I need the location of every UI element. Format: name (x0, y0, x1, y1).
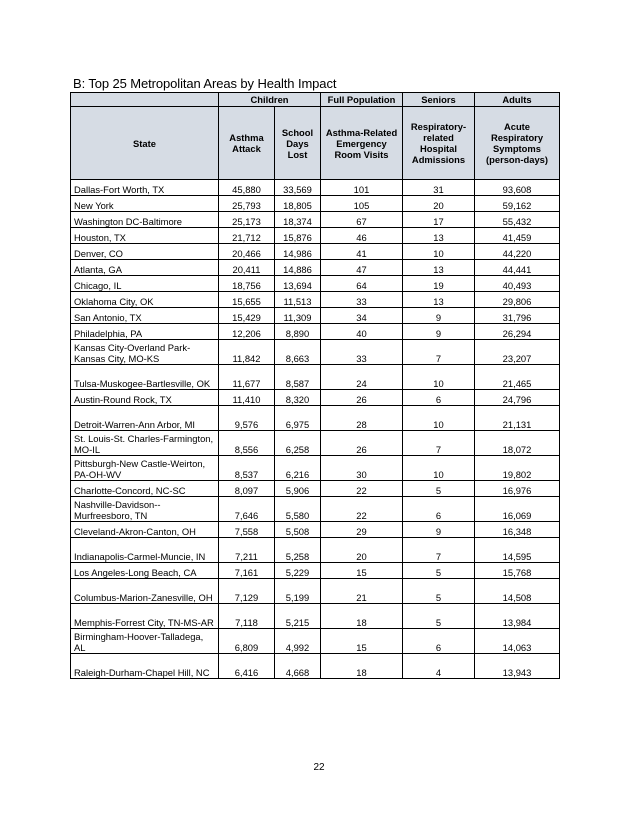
table-row (71, 212, 560, 228)
cell-asthma-attack: 11,842 (219, 340, 275, 365)
cell-school-days-lost: 18,374 (275, 212, 321, 228)
cell-asthma-attack: 15,655 (219, 292, 275, 308)
cell-hospital-admissions: 5 (403, 481, 475, 497)
cell-area: Denver, CO (71, 244, 219, 260)
cell-er-visits: 26 (321, 390, 403, 406)
cell-asthma-attack: 7,211 (219, 538, 275, 563)
cell-asthma-attack: 8,556 (219, 431, 275, 456)
cell-er-visits: 18 (321, 604, 403, 629)
cell-asthma-attack: 11,677 (219, 365, 275, 390)
cell-area: Dallas-Fort Worth, TX (71, 180, 219, 196)
cell-er-visits: 22 (321, 497, 403, 522)
cell-hospital-admissions: 5 (403, 604, 475, 629)
cell-hospital-admissions: 5 (403, 579, 475, 604)
cell-acute-symptoms: 26,294 (475, 324, 560, 340)
cell-er-visits: 34 (321, 308, 403, 324)
cell-acute-symptoms: 41,459 (475, 228, 560, 244)
cell-school-days-lost: 6,975 (275, 406, 321, 431)
cell-area: Memphis-Forrest City, TN-MS-AR (71, 604, 219, 629)
cell-hospital-admissions: 5 (403, 563, 475, 579)
cell-acute-symptoms: 14,508 (475, 579, 560, 604)
cell-school-days-lost: 5,906 (275, 481, 321, 497)
group-header-full-population: Full Population (321, 93, 403, 107)
cell-acute-symptoms: 23,207 (475, 340, 560, 365)
cell-er-visits: 33 (321, 292, 403, 308)
cell-hospital-admissions: 6 (403, 497, 475, 522)
cell-hospital-admissions: 9 (403, 324, 475, 340)
group-header-row (71, 93, 560, 107)
cell-acute-symptoms: 16,976 (475, 481, 560, 497)
cell-hospital-admissions: 7 (403, 340, 475, 365)
cell-asthma-attack: 7,558 (219, 522, 275, 538)
cell-acute-symptoms: 21,465 (475, 365, 560, 390)
table-row (71, 365, 560, 390)
cell-school-days-lost: 14,886 (275, 260, 321, 276)
table-row (71, 481, 560, 497)
page-number: 22 (313, 762, 325, 773)
cell-hospital-admissions: 9 (403, 308, 475, 324)
table-row (71, 654, 560, 679)
cell-area: Chicago, IL (71, 276, 219, 292)
cell-area: New York (71, 196, 219, 212)
cell-hospital-admissions: 9 (403, 522, 475, 538)
cell-asthma-attack: 25,793 (219, 196, 275, 212)
cell-area: Oklahoma City, OK (71, 292, 219, 308)
cell-er-visits: 22 (321, 481, 403, 497)
cell-acute-symptoms: 93,608 (475, 180, 560, 196)
table-row (71, 579, 560, 604)
cell-acute-symptoms: 14,063 (475, 629, 560, 654)
group-header-blank (71, 93, 219, 107)
cell-acute-symptoms: 59,162 (475, 196, 560, 212)
cell-er-visits: 47 (321, 260, 403, 276)
cell-asthma-attack: 20,466 (219, 244, 275, 260)
cell-area: Tulsa-Muskogee-Bartlesville, OK (71, 365, 219, 390)
cell-hospital-admissions: 17 (403, 212, 475, 228)
column-header-acute-symptoms: Acute Respiratory Symptoms (person-days) (475, 107, 560, 180)
cell-asthma-attack: 21,712 (219, 228, 275, 244)
cell-er-visits: 26 (321, 431, 403, 456)
cell-acute-symptoms: 40,493 (475, 276, 560, 292)
cell-school-days-lost: 8,890 (275, 324, 321, 340)
table-row (71, 228, 560, 244)
cell-area: Birmingham-Hoover-Talladega, AL (71, 629, 219, 654)
cell-er-visits: 24 (321, 365, 403, 390)
cell-asthma-attack: 6,809 (219, 629, 275, 654)
cell-school-days-lost: 6,216 (275, 456, 321, 481)
cell-hospital-admissions: 13 (403, 228, 475, 244)
table-row (71, 406, 560, 431)
group-header-children: Children (219, 93, 321, 107)
cell-area: Raleigh-Durham-Chapel Hill, NC (71, 654, 219, 679)
cell-acute-symptoms: 16,348 (475, 522, 560, 538)
cell-hospital-admissions: 13 (403, 292, 475, 308)
cell-asthma-attack: 45,880 (219, 180, 275, 196)
table-body (71, 180, 560, 679)
table-row (71, 497, 560, 522)
cell-school-days-lost: 6,258 (275, 431, 321, 456)
table-row (71, 180, 560, 196)
table-row (71, 604, 560, 629)
cell-asthma-attack: 7,129 (219, 579, 275, 604)
cell-school-days-lost: 8,587 (275, 365, 321, 390)
cell-area: San Antonio, TX (71, 308, 219, 324)
cell-acute-symptoms: 55,432 (475, 212, 560, 228)
cell-acute-symptoms: 44,220 (475, 244, 560, 260)
cell-asthma-attack: 7,118 (219, 604, 275, 629)
cell-hospital-admissions: 13 (403, 260, 475, 276)
cell-school-days-lost: 4,992 (275, 629, 321, 654)
cell-asthma-attack: 8,537 (219, 456, 275, 481)
cell-school-days-lost: 5,258 (275, 538, 321, 563)
cell-er-visits: 18 (321, 654, 403, 679)
cell-school-days-lost: 13,694 (275, 276, 321, 292)
cell-asthma-attack: 8,097 (219, 481, 275, 497)
cell-er-visits: 33 (321, 340, 403, 365)
cell-acute-symptoms: 29,806 (475, 292, 560, 308)
cell-er-visits: 29 (321, 522, 403, 538)
table-row (71, 260, 560, 276)
cell-area: Atlanta, GA (71, 260, 219, 276)
cell-hospital-admissions: 6 (403, 629, 475, 654)
cell-school-days-lost: 8,320 (275, 390, 321, 406)
table-row (71, 292, 560, 308)
table-row (71, 390, 560, 406)
cell-hospital-admissions: 7 (403, 538, 475, 563)
cell-acute-symptoms: 31,796 (475, 308, 560, 324)
cell-hospital-admissions: 19 (403, 276, 475, 292)
table-row (71, 324, 560, 340)
column-header-row (71, 107, 560, 180)
cell-school-days-lost: 4,668 (275, 654, 321, 679)
cell-hospital-admissions: 10 (403, 456, 475, 481)
cell-hospital-admissions: 4 (403, 654, 475, 679)
cell-acute-symptoms: 13,943 (475, 654, 560, 679)
health-impact-table (70, 92, 560, 679)
cell-area: Washington DC-Baltimore (71, 212, 219, 228)
cell-hospital-admissions: 31 (403, 180, 475, 196)
table-row (71, 196, 560, 212)
cell-area: Charlotte-Concord, NC-SC (71, 481, 219, 497)
cell-er-visits: 105 (321, 196, 403, 212)
cell-school-days-lost: 8,663 (275, 340, 321, 365)
cell-school-days-lost: 15,876 (275, 228, 321, 244)
cell-er-visits: 21 (321, 579, 403, 604)
cell-asthma-attack: 15,429 (219, 308, 275, 324)
cell-asthma-attack: 11,410 (219, 390, 275, 406)
cell-area: Pittsburgh-New Castle-Weirton, PA-OH-WV (71, 456, 219, 481)
cell-acute-symptoms: 16,069 (475, 497, 560, 522)
table-row (71, 629, 560, 654)
cell-asthma-attack: 25,173 (219, 212, 275, 228)
table-title: B: Top 25 Metropolitan Areas by Health Impact (73, 76, 337, 91)
cell-school-days-lost: 18,805 (275, 196, 321, 212)
table-row (71, 276, 560, 292)
cell-er-visits: 15 (321, 629, 403, 654)
cell-school-days-lost: 14,986 (275, 244, 321, 260)
table-row (71, 456, 560, 481)
cell-area: Los Angeles-Long Beach, CA (71, 563, 219, 579)
cell-acute-symptoms: 21,131 (475, 406, 560, 431)
cell-acute-symptoms: 15,768 (475, 563, 560, 579)
table-row (71, 522, 560, 538)
cell-er-visits: 101 (321, 180, 403, 196)
cell-asthma-attack: 18,756 (219, 276, 275, 292)
cell-acute-symptoms: 18,072 (475, 431, 560, 456)
cell-area: Nashville-Davidson--Murfreesboro, TN (71, 497, 219, 522)
cell-acute-symptoms: 14,595 (475, 538, 560, 563)
cell-acute-symptoms: 19,802 (475, 456, 560, 481)
cell-er-visits: 30 (321, 456, 403, 481)
cell-area: Kansas City-Overland Park-Kansas City, MO-KS (71, 340, 219, 365)
cell-area: Detroit-Warren-Ann Arbor, MI (71, 406, 219, 431)
column-header-asthma-attack: Asthma Attack (219, 107, 275, 180)
group-header-adults: Adults (475, 93, 560, 107)
cell-asthma-attack: 12,206 (219, 324, 275, 340)
table-row (71, 431, 560, 456)
cell-area: Columbus-Marion-Zanesville, OH (71, 579, 219, 604)
column-header-hospital-admissions: Respiratory-related Hospital Admissions (403, 107, 475, 180)
table-row (71, 244, 560, 260)
cell-school-days-lost: 5,229 (275, 563, 321, 579)
cell-area: Houston, TX (71, 228, 219, 244)
cell-er-visits: 46 (321, 228, 403, 244)
column-header-er-visits: Asthma-Related Emergency Room Visits (321, 107, 403, 180)
group-header-seniors: Seniors (403, 93, 475, 107)
cell-area: Austin-Round Rock, TX (71, 390, 219, 406)
cell-acute-symptoms: 44,441 (475, 260, 560, 276)
cell-hospital-admissions: 10 (403, 406, 475, 431)
cell-area: Philadelphia, PA (71, 324, 219, 340)
table-row (71, 563, 560, 579)
cell-asthma-attack: 6,416 (219, 654, 275, 679)
cell-asthma-attack: 7,646 (219, 497, 275, 522)
cell-er-visits: 67 (321, 212, 403, 228)
table-row (71, 340, 560, 365)
cell-er-visits: 28 (321, 406, 403, 431)
cell-school-days-lost: 11,309 (275, 308, 321, 324)
cell-hospital-admissions: 10 (403, 365, 475, 390)
cell-er-visits: 41 (321, 244, 403, 260)
cell-school-days-lost: 5,199 (275, 579, 321, 604)
cell-hospital-admissions: 6 (403, 390, 475, 406)
cell-er-visits: 20 (321, 538, 403, 563)
column-header-school-days-lost: School Days Lost (275, 107, 321, 180)
cell-acute-symptoms: 24,796 (475, 390, 560, 406)
cell-school-days-lost: 5,580 (275, 497, 321, 522)
cell-area: Indianapolis-Carmel-Muncie, IN (71, 538, 219, 563)
cell-asthma-attack: 20,411 (219, 260, 275, 276)
cell-hospital-admissions: 20 (403, 196, 475, 212)
table-row (71, 308, 560, 324)
cell-school-days-lost: 33,569 (275, 180, 321, 196)
cell-hospital-admissions: 7 (403, 431, 475, 456)
cell-school-days-lost: 5,508 (275, 522, 321, 538)
cell-school-days-lost: 5,215 (275, 604, 321, 629)
column-header-state: State (71, 107, 219, 180)
cell-asthma-attack: 7,161 (219, 563, 275, 579)
cell-er-visits: 15 (321, 563, 403, 579)
cell-er-visits: 64 (321, 276, 403, 292)
cell-area: Cleveland-Akron-Canton, OH (71, 522, 219, 538)
cell-er-visits: 40 (321, 324, 403, 340)
table-row (71, 538, 560, 563)
cell-acute-symptoms: 13,984 (475, 604, 560, 629)
cell-hospital-admissions: 10 (403, 244, 475, 260)
cell-school-days-lost: 11,513 (275, 292, 321, 308)
cell-area: St. Louis-St. Charles-Farmington, MO-IL (71, 431, 219, 456)
cell-asthma-attack: 9,576 (219, 406, 275, 431)
